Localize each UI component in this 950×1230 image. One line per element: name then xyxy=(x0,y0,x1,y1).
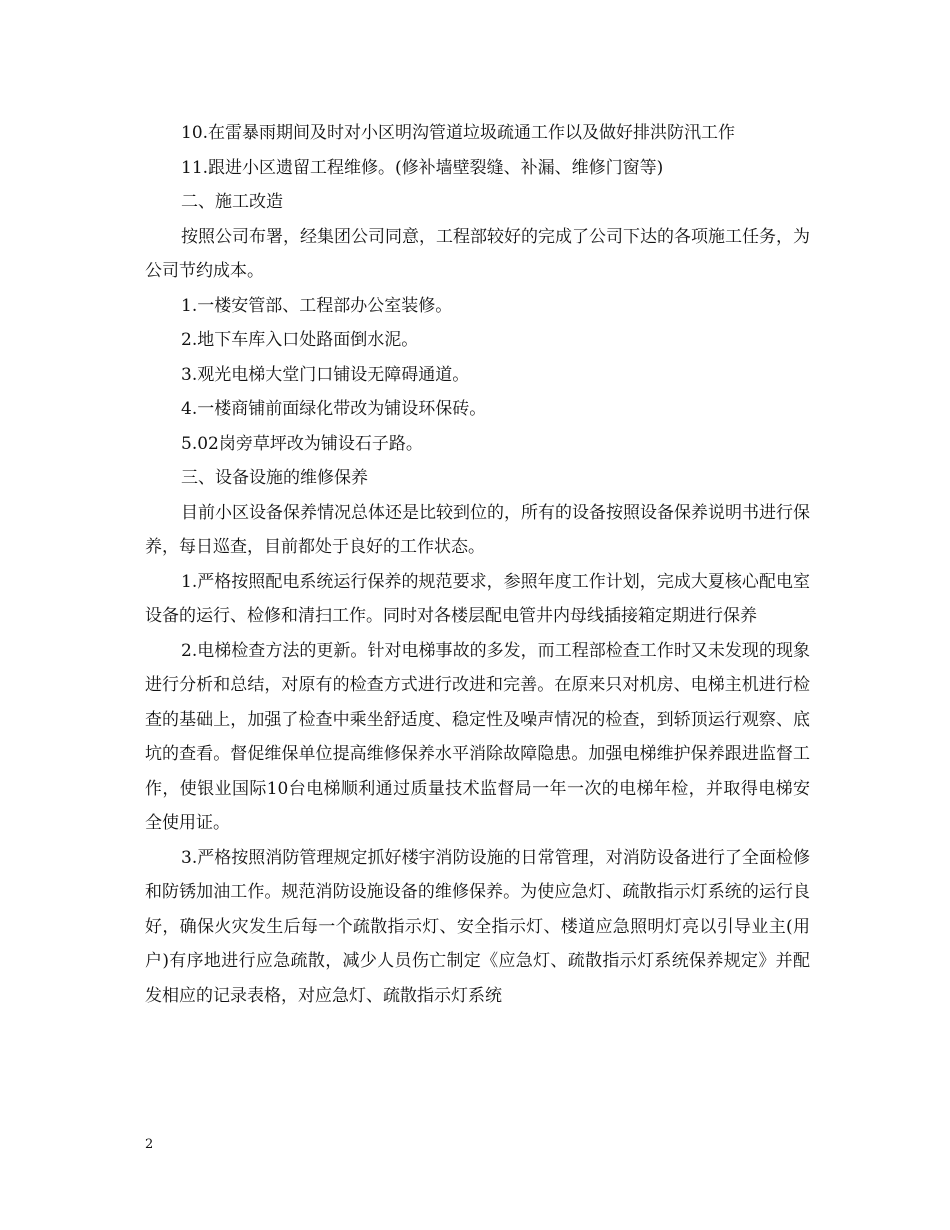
paragraph-construction-5: 5.02岗旁草坪改为铺设石子路。 xyxy=(181,433,423,454)
paragraph-construction-3: 3.观光电梯大堂门口铺设无障碍通道。 xyxy=(181,364,470,385)
paragraph-item-11: 11.跟进小区遗留工程维修。(修补墙壁裂缝、补漏、维修门窗等) xyxy=(181,157,664,178)
paragraph-construction-4: 4.一楼商铺前面绿化带改为铺设环保砖。 xyxy=(181,399,487,419)
section-heading-maintenance: 三、设备设施的维修保养 xyxy=(181,468,368,488)
document-body xyxy=(145,116,810,1013)
paragraph-construction-intro: 按照公司布署，经集团公司同意，工程部较好的完成了公司下达的各项施工任务，为公司节约成本。 xyxy=(145,226,810,281)
paragraph-maintenance-3: 3.严格按照消防管理规定抓好楼宇消防设施的日常管理，对消防设备进行了全面检修和防锈加油工作。规范消防设施设备的维修保养。为使应急灯、疏散指示灯系统的运行良好，确保火灾发生后每一个疏散指示灯、安全指示灯、楼道应急照明灯亮以引导业主(用户)有序地进行应急疏散，减少人员伤亡制定《应急灯、疏散指示灯系统保养规定》并配发相应的记录表格，对应急灯、疏散指示灯系统 xyxy=(145,847,810,1006)
paragraph-construction-2: 2.地下车库入口处路面倒水泥。 xyxy=(181,330,419,350)
paragraph-maintenance-2: 2.电梯检查方法的更新。针对电梯事故的多发，而工程部检查工作时又未发现的现象进行分析和总结，对原有的检查方式进行改进和完善。在原来只对机房、电梯主机进行检查的基础上，加强了检查中乘坐舒适度、稳定性及噪声情况的检查，到轿顶运行观察、底坑的查看。督促维保单位提高维修保养水平消除故障隐患。加强电梯维护保养跟进监督工作，使银业国际10台电梯顺利通过质量技术监督局一年一次的电梯年检，并取得电梯安全使用证。 xyxy=(145,640,810,833)
paragraph-maintenance-intro: 目前小区设备保养情况总体还是比较到位的，所有的设备按照设备保养说明书进行保养，每日巡查，目前都处于良好的工作状态。 xyxy=(145,502,810,557)
paragraph-maintenance-1: 1.严格按照配电系统运行保养的规范要求，参照年度工作计划，完成大夏核心配电室设备的运行、检修和清扫工作。同时对各楼层配电管井内母线插接箱定期进行保养 xyxy=(145,571,810,626)
paragraph-construction-1: 1.一楼安管部、工程部办公室装修。 xyxy=(181,295,453,316)
page-number: 2 xyxy=(145,1137,154,1152)
paragraph-item-10: 10.在雷暴雨期间及时对小区明沟管道垃圾疏通工作以及做好排洪防汛工作 xyxy=(181,123,736,143)
section-heading-construction: 二、施工改造 xyxy=(181,192,283,212)
